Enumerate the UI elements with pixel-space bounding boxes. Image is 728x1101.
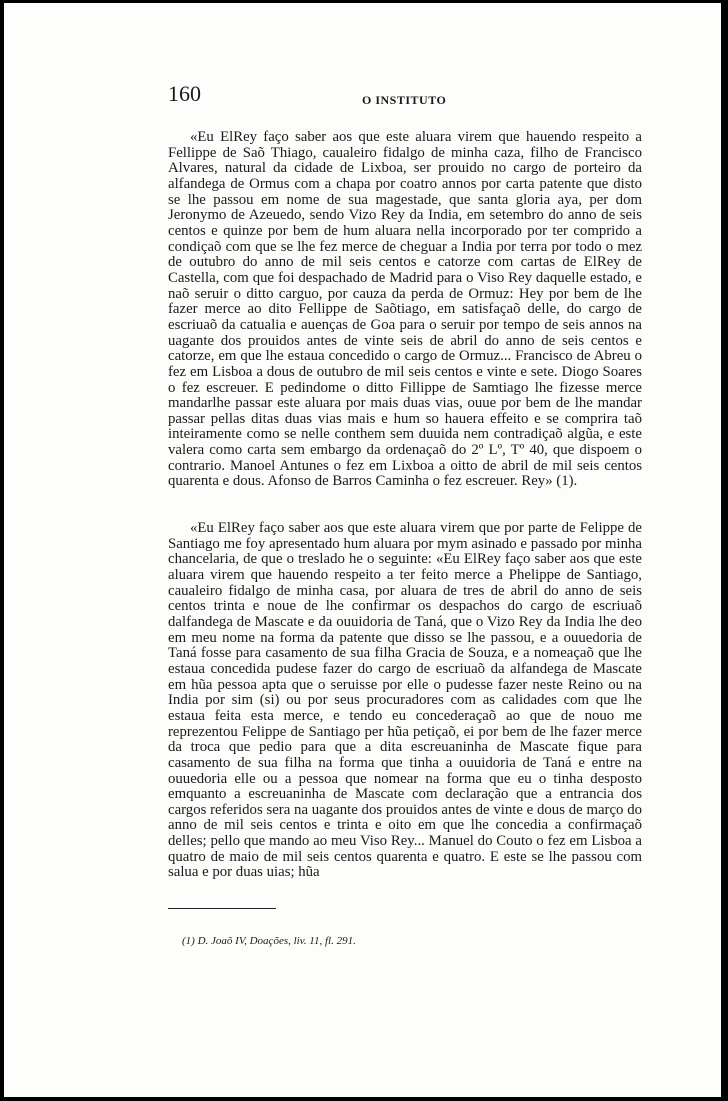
footnote-divider — [168, 908, 276, 909]
page-number: 160 — [168, 81, 201, 106]
footnote: (1) D. Joaõ IV, Doações, liv. 11, fl. 291. — [182, 935, 356, 947]
body-paragraph: «Eu ElRey faço saber aos que este aluara virem que hauendo respeito a Fellippe de Saõ Thiago, caualeiro fidalgo de minha caza, filho de Francisco Alvares, natural da cidade de Lixboa, ser prouido no cargo de porteiro da alfandega de Ormus com a chapa por coatro annos por carta patente que disto se lhe passou em nome de sua magestade, que santa gloria aya, per dom Jeronymo de Azeuedo, sendo Vizo Rey da India, em setembro do anno de seis centos e quinze por bem de hum aluara nella incorporado por ter comprido a condiçaõ com que se lhe fez merce de cheguar a India por terra por todo o mez de outubro do anno de mil seis centos e catorze com cartas de ElRey de Castella, com que foi despachado de Madrid para o Viso Rey daquelle estado, e naõ seruir o ditto carguo, por cauza da perda de Ormuz: Hey por bem de lhe fazer merce ao dito Fellippe de Saõtiago, em satisfaçaõ delle, do cargo de escriuaõ da catualia e auenças de Goa para o seruir por tempo de seis annos na uagante dos prouidos antes de vinte seis de abril do anno de seis centos e catorze, em que lhe estaua concedido o cargo de Ormuz... Francisco de Abreu o fez em Lisboa a dous de outubro de mil seis centos e vinte e sete. Diogo Soares o fez escreuer. E pedindome o ditto Fillippe de Samtiago lhe fizesse merce mandarlhe passar este aluara por mais duas vias, ouue por bem de lhe mandar passar pellas ditas duas vias mais e hum so hauera effeito e se comprira taõ inteiramente como se nelle conthem sem duuida nem contradiçaõ algũa, e este valera como carta sem embargo da ordenaçaõ do 2º Lº, Tº 40, que dispoem o contrario. Manoel Antunes o fez em Lixboa a oitto de abril de mil seis centos quarenta e dous. Afonso de Barros Caminha o fez escreuer. Rey» (1). — [168, 129, 642, 490]
body-paragraph: «Eu ElRey faço saber aos que este aluara virem que por parte de Felippe de Santiago me foy apresentado hum aluara por mym asinado e passado por minha chancelaria, de que o treslado he o seguinte: «Eu ElRey faço saber aos que este aluara virem que hauendo respeito a ter feito merce a Phelippe de Santiago, caualeiro fidalgo de minha casa, por aluara de tres de abril do anno de seis centos trinta e noue de lhe confirmar os despachos do cargo de escriuaõ dalfandega de Mascate e da ouuidoria de Taná, que o Vizo Rey da India lhe deo em meu nome na forma da patente que disso se lhe passou, e a ouuedoria de Taná fosse para casamento de sua filha Gracia de Souza, e a nomeaçaõ que lhe estaua concedida pudese fazer do cargo de escriuaõ da alfandega de Mascate em hũa pessoa apta que o seruisse por elle o pudesse fazer neste Reino ou na India por sim (si) ou por seus procuradores com as calidades com que lhe estaua feita esta merce, e tendo eu concederaçaõ ao que de nouo me reprezentou Felippe de Santiago per hũa petiçaõ, ei por bem de lhe fazer merce da troca que pedio para que a dita escreuaninha de Mascate fique para casamento de sua filha na forma que tinha a ouuidoria de Taná e entre na ouuedoria elle ou a pessoa que nomear na forma que eu o tinha desposto emquanto a escreuaninha de Mascate com declaração que a entrancia dos cargos referidos sera na uagante dos prouidos antes de vinte e dous de março do anno de mil seis centos e trinta e oito em que lhe concedia a confirmaçaõ delles; pello que mando ao meu Viso Rey... Manuel do Couto o fez em Lisboa a quatro de maio de mil seis centos quarenta e quatro. E este se lhe passou com salua e por duas uias; hũa — [168, 520, 642, 881]
page-header — [168, 81, 638, 111]
running-title: O INSTITUTO — [362, 93, 447, 107]
book-page — [4, 3, 721, 1097]
